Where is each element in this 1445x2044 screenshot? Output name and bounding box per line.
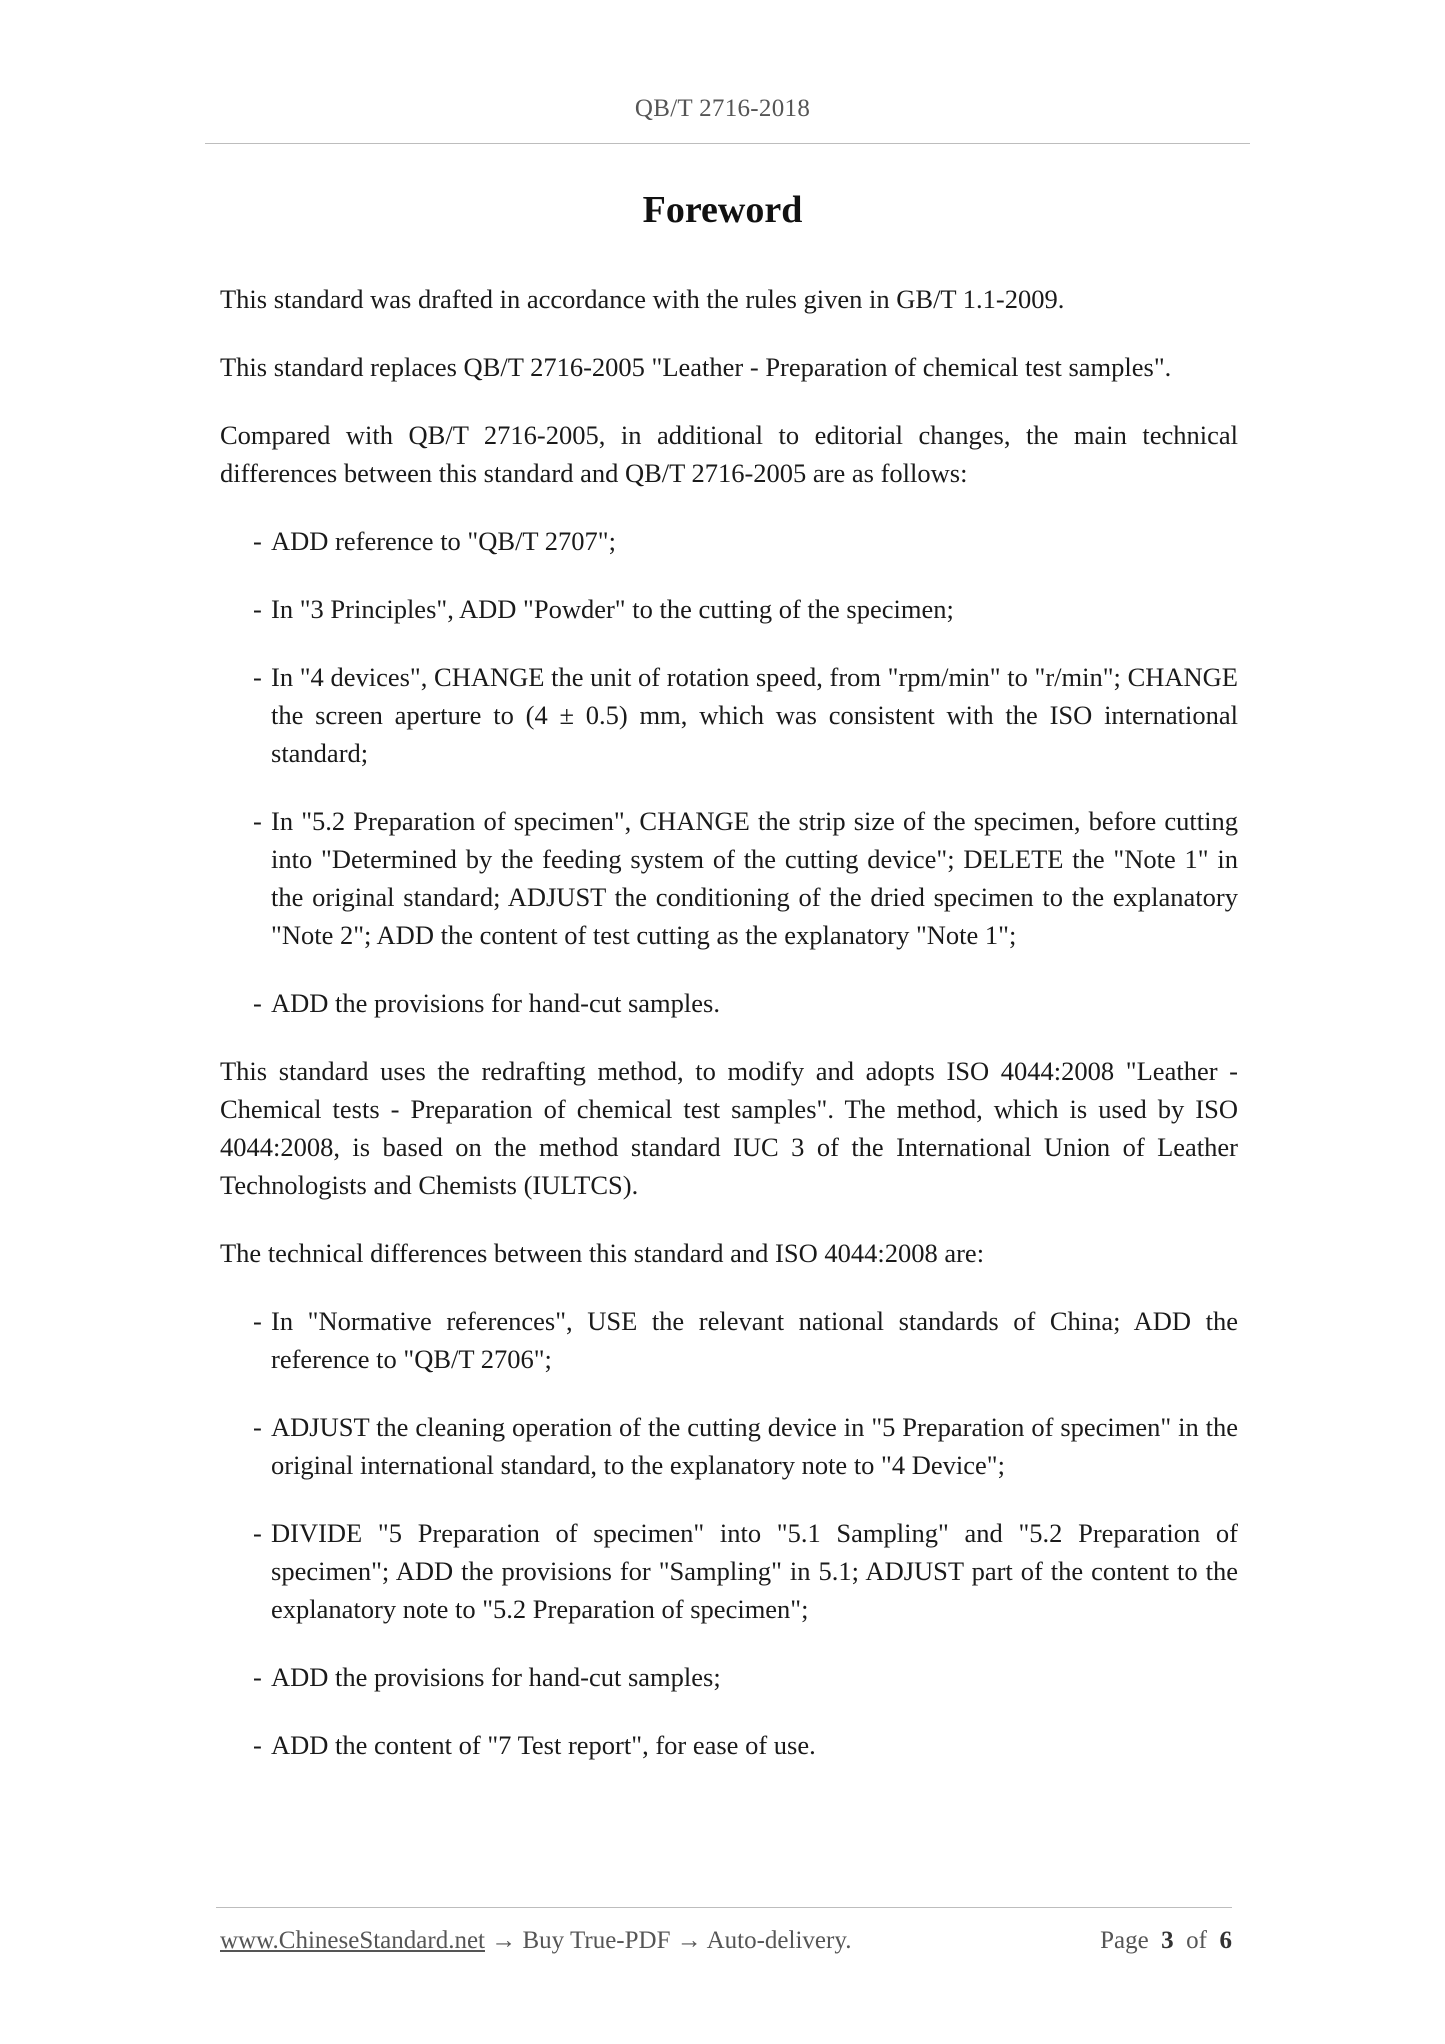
page-indicator [1100, 1927, 1232, 1955]
list-iso-technical-differences [220, 1302, 1238, 1764]
document-body [220, 280, 1238, 1794]
list-item-text: ADD the provisions for hand-cut samples. [271, 988, 720, 1018]
list-item-text: In "3 Principles", ADD "Powder" to the cutting of the specimen; [271, 594, 954, 624]
paragraph-iso-adoption: This standard uses the redrafting method, to modify and adopts ISO 4044:2008 "Leather - Chemical tests - Preparation of chemical test samples". The method, which is used by ISO 4044:2008, is based on the method standard IUC 3 of the International Union of Leather Technologists and Chemists (IULTCS). [220, 1056, 1238, 1200]
footer-tagline: → Buy True-PDF → Auto-delivery. [485, 1927, 852, 1954]
list-item [220, 522, 1238, 560]
page-label: Page [1100, 1927, 1149, 1954]
list-dash: - [253, 526, 262, 556]
page-total: 6 [1219, 1927, 1232, 1954]
list-item-text: DIVIDE "5 Preparation of specimen" into "5.1 Sampling" and "5.2 Preparation of specimen"; ADD the provisions for "Sampling" in 5.1; ADJUST part of the content to the explanatory note to "5.2 Preparation of specimen"; [271, 1518, 1238, 1624]
list-item-text: ADD reference to "QB/T 2707"; [271, 526, 616, 556]
list-dash: - [253, 1518, 262, 1548]
list-item [220, 1658, 1238, 1696]
list-item-text: In "4 devices", CHANGE the unit of rotation speed, from "rpm/min" to "r/min"; CHANGE the screen aperture to (4 ± 0.5) mm, which was consistent with the ISO international standard; [271, 662, 1238, 768]
list-dash: - [253, 806, 262, 836]
page-number: 3 [1161, 1927, 1174, 1954]
page-title: Foreword [642, 189, 803, 231]
header-divider [205, 143, 1250, 144]
list-main-technical-changes [220, 522, 1238, 1022]
list-item-text: In "5.2 Preparation of specimen", CHANGE the strip size of the specimen, before cutting into "Determined by the feeding system of the cutting device"; DELETE the "Note 1" in the original standard; ADJUST the conditioning of the dried specimen to the explanatory "Note 2"; ADD the content of test cutting as the explanatory "Note 1"; [271, 806, 1238, 950]
list-dash: - [253, 1306, 262, 1336]
list-item [220, 1302, 1238, 1378]
footer-site-info [220, 1927, 851, 1955]
list-item [220, 590, 1238, 628]
paragraph-iso-differences-intro: The technical differences between this standard and ISO 4044:2008 are: [220, 1238, 985, 1268]
list-dash: - [253, 594, 262, 624]
list-dash: - [253, 662, 262, 692]
page-header-doc-code: QB/T 2716-2018 [634, 95, 811, 122]
list-dash: - [253, 1730, 262, 1760]
list-item-text: ADD the provisions for hand-cut samples; [271, 1662, 721, 1692]
list-item [220, 1408, 1238, 1484]
site-link[interactable]: www.ChineseStandard.net [220, 1927, 485, 1954]
list-item-text: In "Normative references", USE the relevant national standards of China; ADD the reference to "QB/T 2706"; [271, 1306, 1238, 1374]
list-dash: - [253, 988, 262, 1018]
paragraph-replaces: This standard replaces QB/T 2716-2005 "Leather - Preparation of chemical test samples". [220, 352, 1172, 382]
footer-divider [216, 1907, 1232, 1908]
paragraph-drafting-rules: This standard was drafted in accordance with the rules given in GB/T 1.1-2009. [220, 284, 1065, 314]
paragraph-main-differences-intro: Compared with QB/T 2716-2005, in additional to editorial changes, the main technical differences between this standard and QB/T 2716-2005 are as follows: [220, 420, 1238, 488]
page-of-label: of [1186, 1927, 1207, 1954]
page-footer [220, 1927, 1232, 1963]
list-item-text: ADJUST the cleaning operation of the cutting device in "5 Preparation of specimen" in the original international standard, to the explanatory note to "4 Device"; [271, 1412, 1238, 1480]
list-item [220, 1514, 1238, 1628]
list-dash: - [253, 1412, 262, 1442]
list-item [220, 1726, 1238, 1764]
list-item [220, 802, 1238, 954]
list-dash: - [253, 1662, 262, 1692]
list-item [220, 658, 1238, 772]
list-item-text: ADD the content of "7 Test report", for ease of use. [271, 1730, 816, 1760]
list-item [220, 984, 1238, 1022]
